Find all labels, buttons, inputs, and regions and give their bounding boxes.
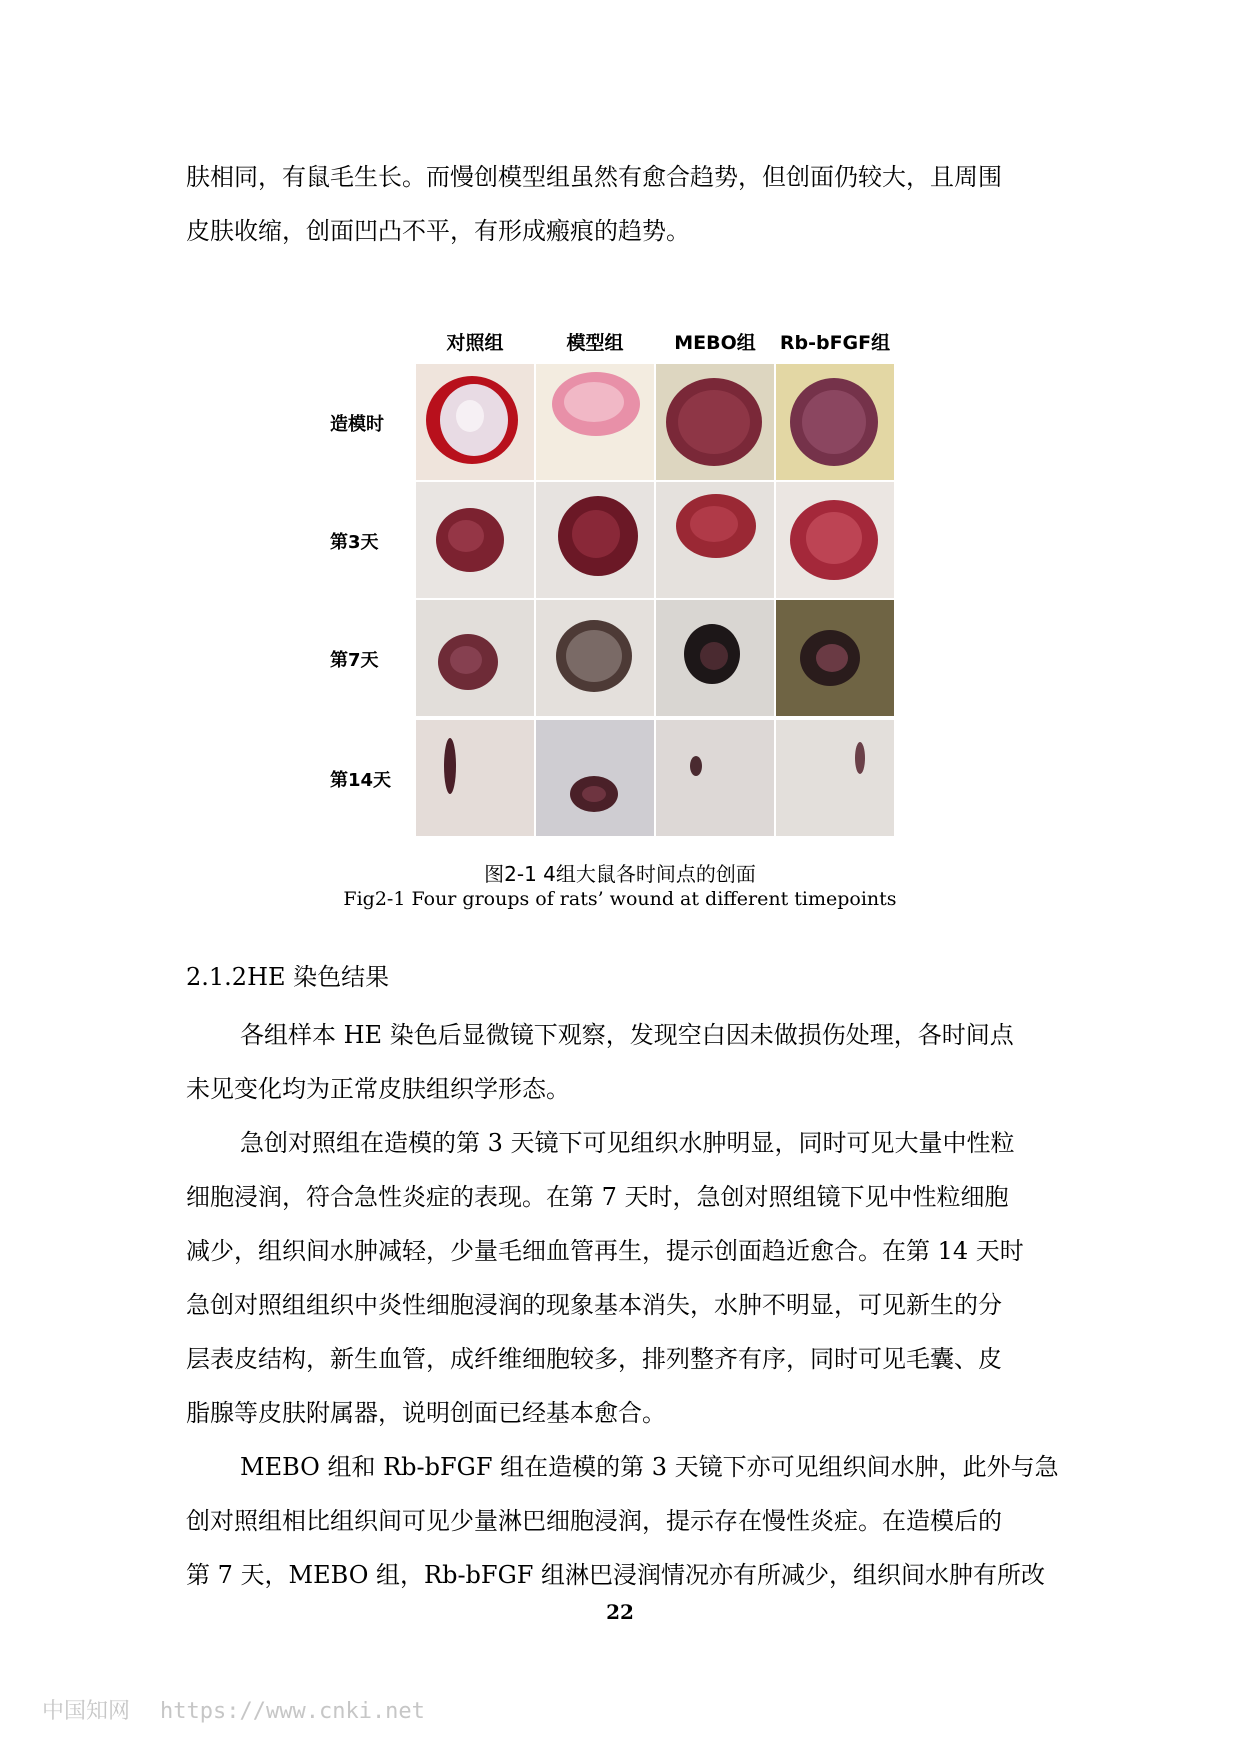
text-line: 未见变化均为正常皮肤组织学形态。 [186,1075,570,1103]
column-label-model: 模型组 [566,332,624,354]
wound-photo [536,720,654,836]
wound-photo [416,720,534,836]
text-line: 创对照组相比组织间可见少量淋巴细胞浸润，提示存在慢性炎症。在造模后的 [186,1507,1002,1535]
paragraph-top [186,150,1056,258]
wound-photo [416,482,534,598]
wound-photo [776,720,894,836]
text-line: 各组样本 HE 染色后显微镜下观察，发现空白因未做损伤处理，各时间点 [240,1021,1014,1049]
row-label-day7: 第7天 [330,650,379,671]
wound-photo [536,482,654,598]
column-label-mebo: MEBO组 [674,332,756,354]
figure-caption-en: Fig2-1 Four groups of rats’ wound at different timepoints [343,888,897,910]
figure-column-labels [416,328,896,364]
wound-photo [776,600,894,716]
paragraph-1 [186,1008,1056,1116]
text-line: 急创对照组在造模的第 3 天镜下可见组织水肿明显，同时可见大量中性粒 [240,1129,1015,1157]
cnki-watermark [42,1694,425,1725]
text-line: 层表皮结构，新生血管，成纤维细胞较多，排列整齐有序，同时可见毛囊、皮 [186,1345,1002,1373]
wound-photo [656,720,774,836]
text-line: 细胞浸润，符合急性炎症的表现。在第 7 天时，急创对照组镜下见中性粒细胞 [186,1183,1009,1211]
column-label-control: 对照组 [446,332,504,354]
column-label-rb-bfgf: Rb-bFGF组 [779,332,891,354]
section-heading: 2.1.2HE 染色结果 [186,963,390,991]
text-line: 肤相同，有鼠毛生长。而慢创模型组虽然有愈合趋势，但创面仍较大，且周围 [186,163,1002,191]
page-number: 22 [606,1600,634,1624]
wound-photo [536,364,654,480]
text-line: MEBO 组和 Rb-bFGF 组在造模的第 3 天镜下亦可见组织间水肿，此外与急 [240,1453,1059,1481]
paragraph-3 [186,1440,1059,1602]
watermark-site-name: 中国知网 [42,1699,131,1724]
figure-caption-cn: 图2-1 4组大鼠各时间点的创面 [484,862,756,886]
text-line: 脂腺等皮肤附属器，说明创面已经基本愈合。 [186,1399,666,1427]
wound-photo [656,364,774,480]
wound-photo [656,482,774,598]
wound-photo [776,482,894,598]
wound-photo [416,364,534,480]
wound-photo [776,364,894,480]
wound-photo [416,600,534,716]
paragraph-2 [186,1116,1056,1440]
wound-photo [536,600,654,716]
row-label-day0: 造模时 [330,414,384,435]
text-line: 皮肤收缩，创面凹凸不平，有形成瘢痕的趋势。 [186,217,690,245]
row-label-day14: 第14天 [330,770,392,791]
watermark-url: https://www.cnki.net [160,1699,425,1724]
wound-photo [656,600,774,716]
text-line: 急创对照组组织中炎性细胞浸润的现象基本消失，水肿不明显，可见新生的分 [186,1291,1002,1319]
text-line: 第 7 天，MEBO 组，Rb-bFGF 组淋巴浸润情况亦有所减少，组织间水肿有所改 [186,1561,1046,1589]
text-line: 减少，组织间水肿减轻，少量毛细血管再生，提示创面趋近愈合。在第 14 天时 [186,1237,1024,1265]
row-label-day3: 第3天 [330,532,379,553]
